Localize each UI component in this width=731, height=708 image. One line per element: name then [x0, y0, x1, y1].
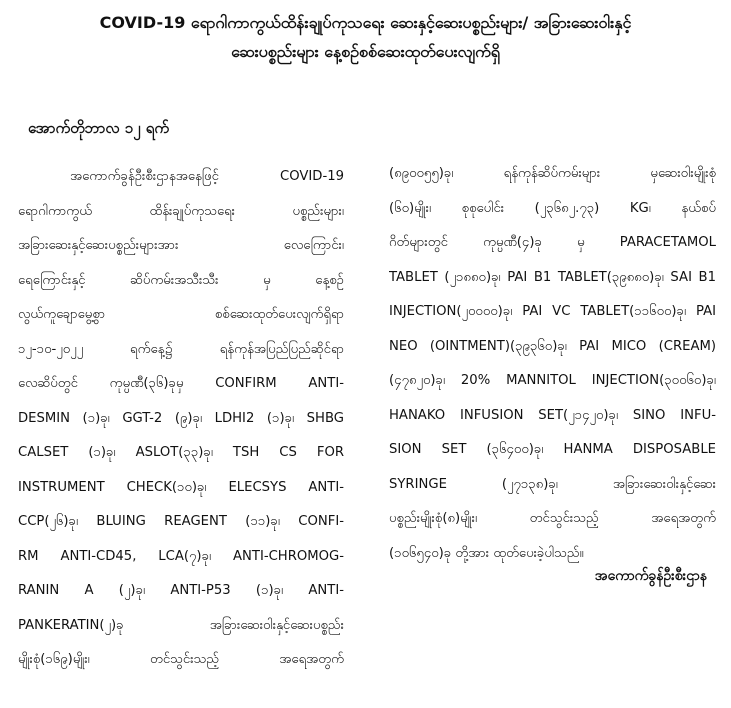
left-line-15: မျိုးစုံ(၁၆၉)မျိုး၊ တင်သွင်းသည့် အရေအတွက်: [18, 652, 344, 667]
right-line-6: NEO (OINTMENT)(၃၉၃၆၀)ခု၊ PAI MICO (CREAM): [389, 338, 716, 354]
dateline: အောက်တိုဘာလ ၁၂ ရက်: [28, 119, 169, 137]
right-line-2: (၆၀)မျိုး၊ စုစုပေါင်း (၂၃၆၈၂.၇၃) KG၊ နယ်စပ်: [389, 200, 716, 216]
left-line-4: ရေကြောင်းနှင့် ဆိပ်ကမ်းအသီးသီး မှ နေ့စဉ်: [18, 272, 344, 288]
title-line-1: COVID-19 ရောဂါကာကွယ်ထိန်းချုပ်ကုသရေး ဆေးနှင့်ဆေးပစ္စည်းများ/ အခြားဆေးဝါးနှင့်: [99, 13, 632, 32]
left-line-5: လွယ်ကူချောမွေ့စွာ စစ်ဆေးထုတ်ပေးလျက်ရှိရာ: [18, 307, 344, 322]
left-line-7: လေဆိပ်တွင် ကုမ္ပဏီ(၃၆)ခုမှ CONFIRM ANTI-: [18, 376, 344, 391]
right-line-12: (၁၀၆၅၄၀)ခု တို့အား ထုတ်ပေးခဲ့ပါသည်။: [389, 545, 584, 561]
left-line-6: ၁၂-၁၀-၂၀၂၂ ရက်နေ့၌ ရန်ကုန်အပြည်ပြည်ဆိုင်ရာ: [18, 341, 344, 357]
right-line-3: ဂိတ်များတွင် ကုမ္ပဏီ(၄)ခု မှ PARACETAMOL: [389, 235, 716, 250]
left-line-3: အခြားဆေးနှင့်ဆေးပစ္စည်းများအား လေကြောင်း၊: [18, 238, 344, 253]
right-line-1: (၈၉၀၀၅၅)ခု၊ ရန်ကုန်ဆိပ်ကမ်းများ မှဆေးဝါးမျိုးစုံ: [389, 166, 716, 181]
right-column: [389, 157, 716, 571]
left-line-8: DESMIN (၁)ခု၊ GGT-2 (၉)ခု၊ LDHI2 (၁)ခု၊ SHBG: [18, 410, 344, 426]
title-line-2: ဆေးပစ္စည်းများ နေ့စဉ်စစ်ဆေးထုတ်ပေးလျက်ရှိ: [231, 42, 500, 61]
right-line-4: TABLET (၂၁၈၈၀)ခု၊ PAI B1 TABLET(၃၉၈၈၀)ခု၊ SAI B1: [389, 269, 716, 285]
right-line-8: HANAKO INFUSION SET(၂၁၄၂၀)ခု၊ SINO INFU-: [389, 407, 716, 423]
left-line-12: RM ANTI-CD45, LCA(၇)ခု၊ ANTI-CHROMOG-: [18, 548, 344, 564]
left-line-13: RANIN A (၂)ခု၊ ANTI-P53 (၁)ခု၊ ANTI-: [18, 583, 344, 598]
left-column: [18, 160, 344, 678]
left-line-1: အကောက်ခွန်ဦးစီးဌာနအနေဖြင့် COVID-19: [70, 169, 344, 184]
left-line-11: CCP(၂၆)ခု၊ BLUING REAGENT (၁၁)ခု၊ CONFI-: [18, 514, 344, 529]
right-line-10: SYRINGE (၂၇၁၃၈)ခု၊ အခြားဆေးဝါးနှင့်ဆေး: [389, 476, 716, 492]
article-title: [20, 8, 711, 66]
left-line-2: ရောဂါကာကွယ် ထိန်းချုပ်ကုသရေး ပစ္စည်းများ၊: [18, 203, 344, 219]
signature: အကောက်ခွန်ဦးစီးဌာန: [594, 568, 707, 584]
left-line-10: INSTRUMENT CHECK(၁၀)ခု၊ ELECSYS ANTI-: [18, 479, 344, 495]
left-line-9: CALSET (၁)ခု၊ ASLOT(၃၃)ခု၊ TSH CS FOR: [18, 445, 344, 460]
right-line-5: INJECTION(၂၀၀၀၀)ခု၊ PAI VC TABLET(၁၁၆၀၀)ခု၊ PAI: [389, 304, 716, 319]
right-line-7: (၄၇၈၂၀)ခု၊ 20% MANNITOL INJECTION(၃၀၀၆၀)ခု၊: [389, 373, 716, 388]
right-line-11: ပစ္စည်းမျိုးစုံ(၈)မျိုး၊ တင်သွင်းသည့် အရေအတွက်: [389, 511, 716, 526]
left-line-14: PANKERATIN(၂)ခု အခြားဆေးဝါးနှင့်ဆေးပစ္စည်း: [18, 617, 344, 633]
right-line-9: SION SET (၃၆၄၀၀)ခု၊ HANMA DISPOSABLE: [389, 442, 716, 457]
